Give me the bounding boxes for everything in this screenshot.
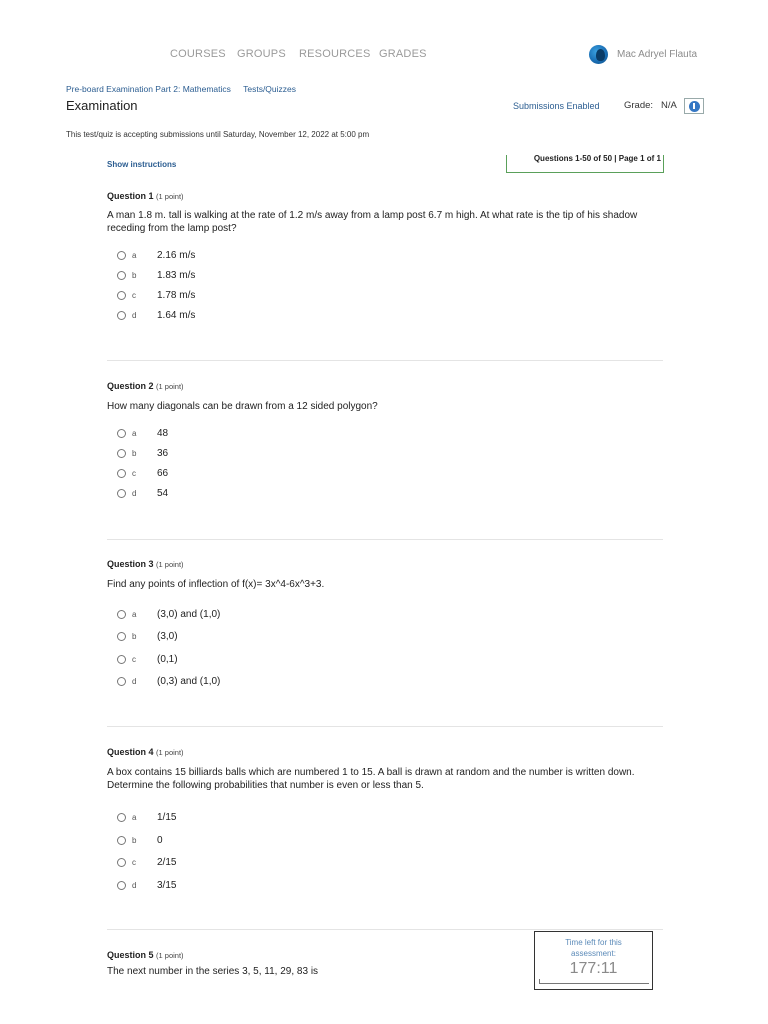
radio-button[interactable]: [117, 489, 126, 498]
option-a[interactable]: [117, 812, 176, 823]
question-3: [107, 559, 667, 699]
option-c[interactable]: [117, 654, 178, 665]
question-label: Question 3: [107, 559, 154, 569]
breadcrumb-course[interactable]: Pre-board Examination Part 2: Mathematics: [66, 84, 231, 94]
option-letter: d: [132, 881, 137, 890]
radio-button[interactable]: [117, 251, 126, 260]
question-text: How many diagonals can be drawn from a 12 sided polygon?: [107, 401, 378, 412]
nav-courses[interactable]: COURSES: [170, 48, 226, 60]
option-c[interactable]: [117, 468, 168, 479]
option-text[interactable]: 48: [157, 428, 169, 439]
option-text[interactable]: (3,0) and (1,0): [157, 609, 221, 620]
option-text[interactable]: 2.16 m/s: [157, 250, 196, 261]
option-text[interactable]: (0,3) and (1,0): [157, 676, 221, 687]
page-title: Examination: [66, 98, 138, 113]
grade-info-button[interactable]: [684, 98, 704, 114]
question-header: [107, 747, 667, 757]
option-letter: c: [132, 469, 136, 478]
radio-button[interactable]: [117, 469, 126, 478]
grade-value: N/A: [661, 100, 677, 111]
question-points: (1 point): [156, 192, 184, 201]
info-icon: [689, 101, 700, 112]
question-header: [107, 381, 667, 391]
radio-button[interactable]: [117, 813, 126, 822]
option-letter: a: [132, 610, 137, 619]
option-letter: b: [132, 271, 137, 280]
option-letter: d: [132, 489, 137, 498]
pager-text: Questions 1-50 of 50 | Page 1 of 1: [533, 154, 661, 163]
timer-value: 177:11: [569, 960, 618, 977]
question-pager: [506, 155, 664, 173]
nav-resources[interactable]: RESOURCES: [299, 48, 371, 60]
option-a[interactable]: [117, 428, 168, 439]
question-divider: [107, 539, 663, 540]
radio-button[interactable]: [117, 677, 126, 686]
option-letter: a: [132, 429, 137, 438]
user-menu[interactable]: [589, 45, 697, 64]
option-letter: b: [132, 449, 137, 458]
option-d[interactable]: [117, 310, 195, 321]
option-text[interactable]: 1.64 m/s: [157, 310, 196, 321]
option-letter: b: [132, 632, 137, 641]
question-points: (1 point): [156, 951, 184, 960]
radio-button[interactable]: [117, 271, 126, 280]
option-letter: c: [132, 655, 136, 664]
option-letter: c: [132, 291, 136, 300]
grade-label: Grade:: [624, 100, 654, 111]
user-name[interactable]: Mac Adryel Flauta: [617, 49, 698, 60]
show-instructions-link[interactable]: Show instructions: [107, 160, 177, 169]
radio-button[interactable]: [117, 449, 126, 458]
top-navigation: [0, 0, 768, 80]
option-text[interactable]: 54: [157, 488, 169, 499]
question-points: (1 point): [156, 560, 184, 569]
option-d[interactable]: [117, 880, 176, 891]
question-divider: [107, 360, 663, 361]
option-letter: a: [132, 251, 137, 260]
option-text[interactable]: 1.83 m/s: [157, 270, 196, 281]
option-d[interactable]: [117, 488, 168, 499]
option-text[interactable]: (0,1): [157, 654, 178, 665]
question-divider: [107, 929, 663, 930]
option-text[interactable]: 0: [157, 835, 163, 846]
option-d[interactable]: [117, 676, 220, 687]
option-text[interactable]: 1/15: [157, 812, 177, 823]
option-text[interactable]: (3,0): [157, 631, 178, 642]
radio-button[interactable]: [117, 632, 126, 641]
question-header: [107, 559, 667, 569]
option-letter: d: [132, 311, 137, 320]
option-text[interactable]: 36: [157, 448, 169, 459]
radio-button[interactable]: [117, 610, 126, 619]
option-text[interactable]: 1.78 m/s: [157, 290, 196, 301]
question-text: Find any points of inflection of f(x)= 3x^4-6x^3+3.: [107, 579, 325, 590]
nav-grades[interactable]: GRADES: [379, 48, 427, 60]
breadcrumb: [66, 84, 306, 94]
question-2: [107, 381, 667, 511]
radio-button[interactable]: [117, 429, 126, 438]
timer-label: Time left for this assessment:: [565, 938, 622, 958]
submissions-status: Submissions Enabled: [513, 101, 600, 111]
question-4: [107, 747, 667, 897]
breadcrumb-section[interactable]: Tests/Quizzes: [243, 84, 297, 94]
option-b[interactable]: [117, 835, 163, 846]
option-text[interactable]: 3/15: [157, 880, 177, 891]
radio-button[interactable]: [117, 881, 126, 890]
option-c[interactable]: [117, 857, 176, 868]
time-remaining-box: [534, 931, 653, 990]
question-points: (1 point): [156, 382, 184, 391]
question-text: The next number in the series 3, 5, 11, 29, 83 is: [107, 966, 319, 977]
option-letter: d: [132, 677, 137, 686]
question-header: [107, 191, 667, 201]
radio-button[interactable]: [117, 655, 126, 664]
timer-progress-frame: [539, 979, 649, 984]
question-text: A man 1.8 m. tall is walking at the rate of 1.2 m/s away from a lamp post 6.7 m high. At what rate is the tip of his shadow receding from the lamp post?: [107, 210, 638, 234]
option-b[interactable]: [117, 448, 168, 459]
option-a[interactable]: [117, 250, 195, 261]
question-label: Question 1: [107, 191, 154, 201]
option-letter: a: [132, 813, 137, 822]
option-letter: c: [132, 858, 136, 867]
option-letter: b: [132, 836, 137, 845]
question-points: (1 point): [156, 748, 184, 757]
question-1: [107, 191, 667, 331]
question-label: Question 2: [107, 381, 154, 391]
option-b[interactable]: [117, 270, 195, 281]
avatar[interactable]: [589, 45, 608, 64]
question-divider: [107, 726, 663, 727]
option-text[interactable]: 2/15: [157, 857, 177, 868]
radio-button[interactable]: [117, 291, 126, 300]
nav-groups[interactable]: GROUPS: [237, 48, 286, 60]
option-c[interactable]: [117, 290, 195, 301]
radio-button[interactable]: [117, 311, 126, 320]
question-label: Question 4: [107, 747, 154, 757]
option-text[interactable]: 66: [157, 468, 169, 479]
question-label: Question 5: [107, 950, 154, 960]
radio-button[interactable]: [117, 858, 126, 867]
submission-deadline-notice: This test/quiz is accepting submissions until Saturday, November 12, 2022 at 5:00 pm: [66, 130, 370, 139]
option-a[interactable]: [117, 609, 220, 620]
question-text: A box contains 15 billiards balls which are numbered 1 to 15. A ball is drawn at random and the number is written down. Determine the following probabilities that number is even or less than 5.: [107, 767, 635, 791]
option-b[interactable]: [117, 631, 178, 642]
radio-button[interactable]: [117, 836, 126, 845]
